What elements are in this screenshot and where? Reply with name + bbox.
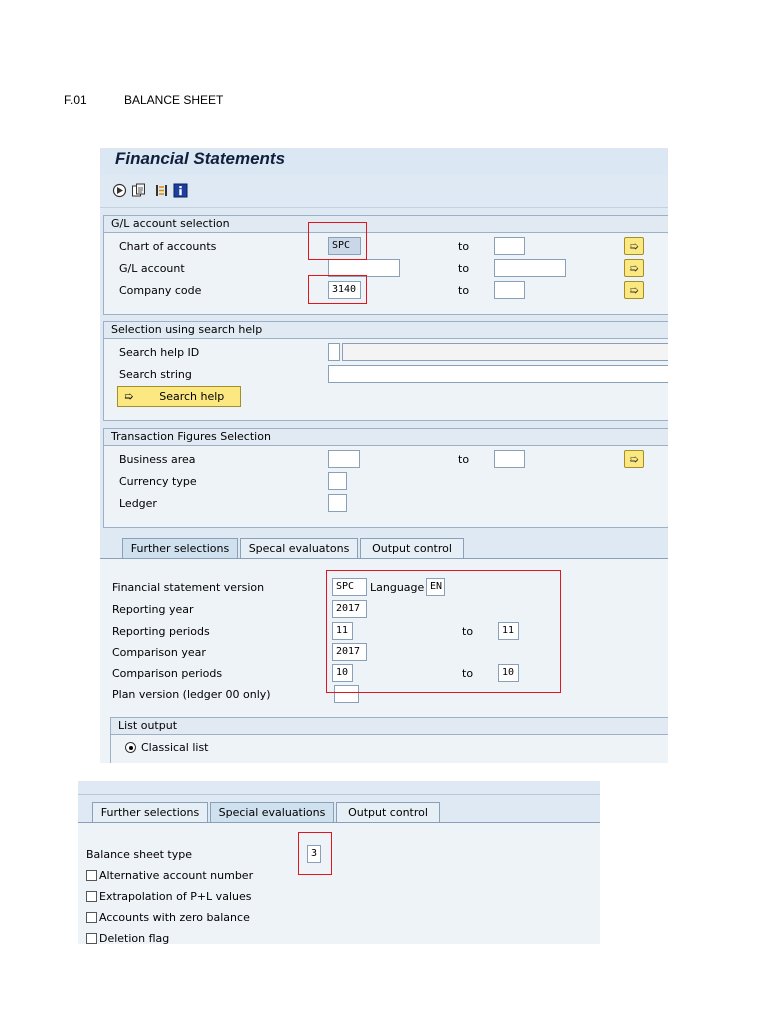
to-label: to (458, 284, 470, 297)
chart-of-accounts-label: Chart of accounts (119, 240, 217, 253)
tab-label: Specal evaluatons (248, 542, 350, 555)
extrapolation-label: Extrapolation of P+L values (99, 890, 252, 903)
chart-of-accounts-to-field[interactable] (494, 237, 525, 255)
document-heading: BALANCE SHEET (124, 93, 224, 107)
radio-dot (129, 746, 133, 750)
arrow-right-icon: ➯ (629, 452, 639, 466)
company-code-field[interactable]: 3140 (328, 281, 361, 299)
gl-account-label: G/L account (119, 262, 185, 275)
currency-type-label: Currency type (119, 475, 197, 488)
business-area-to-field[interactable] (494, 450, 525, 468)
group-header (104, 429, 668, 446)
group-title: G/L account selection (111, 217, 230, 230)
reporting-year-label: Reporting year (112, 603, 194, 616)
comparison-periods-to-field[interactable]: 10 (498, 664, 519, 682)
zero-balance-label: Accounts with zero balance (99, 911, 250, 924)
search-help-id-label: Search help ID (119, 346, 200, 359)
fs-version-label: Financial statement version (112, 581, 265, 594)
to-label: to (462, 625, 474, 638)
search-help-id-field[interactable] (328, 343, 340, 361)
alternative-account-label: Alternative account number (99, 869, 254, 882)
chart-of-accounts-field[interactable]: SPC (328, 237, 361, 255)
to-label: to (458, 262, 470, 275)
list-output-group (110, 717, 668, 763)
ledger-field[interactable] (328, 494, 347, 512)
gl-account-to-field[interactable] (494, 259, 566, 277)
zero-balance-checkbox[interactable] (86, 912, 97, 923)
deletion-flag-label: Deletion flag (99, 932, 170, 944)
screen-title: Financial Statements (115, 149, 286, 168)
fs-version-field[interactable]: SPC (332, 578, 367, 596)
gl-account-selection-group (103, 215, 668, 315)
group-header (111, 718, 668, 735)
business-area-field[interactable] (328, 450, 360, 468)
language-label: Language (370, 581, 425, 594)
special-evaluations-panel (78, 823, 600, 944)
arrow-right-icon: ➯ (629, 283, 639, 297)
comparison-year-label: Comparison year (112, 646, 206, 659)
highlight-box (308, 222, 367, 260)
group-header (104, 322, 668, 339)
transaction-code: F.01 (64, 93, 87, 107)
classical-list-radio[interactable] (125, 742, 136, 753)
info-icon[interactable] (172, 182, 188, 198)
highlight-box (298, 832, 332, 875)
multiple-selection-button[interactable] (624, 259, 644, 277)
tab-special-evaluations[interactable] (240, 538, 358, 558)
highlight-box (308, 275, 367, 304)
title-bar (100, 148, 668, 176)
tab-label: Further selections (130, 542, 230, 555)
comparison-year-field[interactable]: 2017 (332, 643, 367, 661)
search-help-group (103, 321, 668, 421)
execute-icon[interactable] (111, 182, 127, 198)
business-area-label: Business area (119, 453, 196, 466)
group-header (104, 216, 668, 233)
tab-label: Output control (372, 542, 452, 555)
financial-statements-screen (100, 148, 668, 763)
multiple-selection-button[interactable] (624, 450, 644, 468)
application-toolbar (100, 175, 668, 208)
company-code-label: Company code (119, 284, 202, 297)
multiple-selection-button[interactable] (624, 237, 644, 255)
selection-options-icon[interactable] (153, 182, 169, 198)
tab-label: Special evaluations (218, 806, 326, 819)
special-evaluations-screen (78, 781, 600, 944)
further-selections-panel (100, 559, 668, 763)
arrow-right-icon: ➯ (629, 261, 639, 275)
classical-list-label: Classical list (141, 741, 209, 754)
arrow-right-icon: ➯ (629, 239, 639, 253)
search-help-button-label: Search help (159, 390, 225, 403)
tab-label: Further selections (100, 806, 200, 819)
comparison-periods-label: Comparison periods (112, 667, 223, 680)
reporting-periods-label: Reporting periods (112, 625, 210, 638)
tab-output-control[interactable] (360, 538, 464, 558)
search-string-label: Search string (119, 368, 192, 381)
transaction-figures-group (103, 428, 668, 528)
ledger-label: Ledger (119, 497, 157, 510)
tab-further-selections[interactable] (92, 802, 208, 822)
variant-icon[interactable] (130, 182, 146, 198)
plan-version-label: Plan version (ledger 00 only) (112, 688, 271, 701)
to-label: to (458, 240, 470, 253)
tab-output-control[interactable] (336, 802, 440, 822)
comparison-periods-from-field[interactable]: 10 (332, 664, 353, 682)
group-title: Selection using search help (111, 323, 263, 336)
balance-sheet-type-label: Balance sheet type (86, 848, 192, 861)
search-help-button[interactable] (117, 386, 241, 407)
tab-label: Output control (348, 806, 428, 819)
multiple-selection-button[interactable] (624, 281, 644, 299)
language-field[interactable]: EN (426, 578, 445, 596)
to-label: to (462, 667, 474, 680)
reporting-periods-to-field[interactable]: 11 (498, 622, 519, 640)
alternative-account-checkbox[interactable] (86, 870, 97, 881)
reporting-year-field[interactable]: 2017 (332, 600, 367, 618)
to-label: to (458, 453, 470, 466)
extrapolation-checkbox[interactable] (86, 891, 97, 902)
group-title: List output (118, 719, 178, 732)
search-help-description-field (342, 343, 668, 361)
reporting-periods-from-field[interactable]: 11 (332, 622, 353, 640)
company-code-to-field[interactable] (494, 281, 525, 299)
balance-sheet-type-field[interactable]: 3 (307, 845, 321, 863)
group-title: Transaction Figures Selection (111, 430, 271, 443)
screen-top-edge (78, 781, 600, 795)
search-string-field[interactable] (328, 365, 668, 383)
tab-further-selections[interactable] (122, 538, 238, 558)
deletion-flag-checkbox[interactable] (86, 933, 97, 944)
arrow-right-icon: ➯ (124, 390, 134, 403)
highlight-box (326, 570, 561, 693)
currency-type-field[interactable] (328, 472, 347, 490)
tab-special-evaluations[interactable] (210, 802, 334, 822)
